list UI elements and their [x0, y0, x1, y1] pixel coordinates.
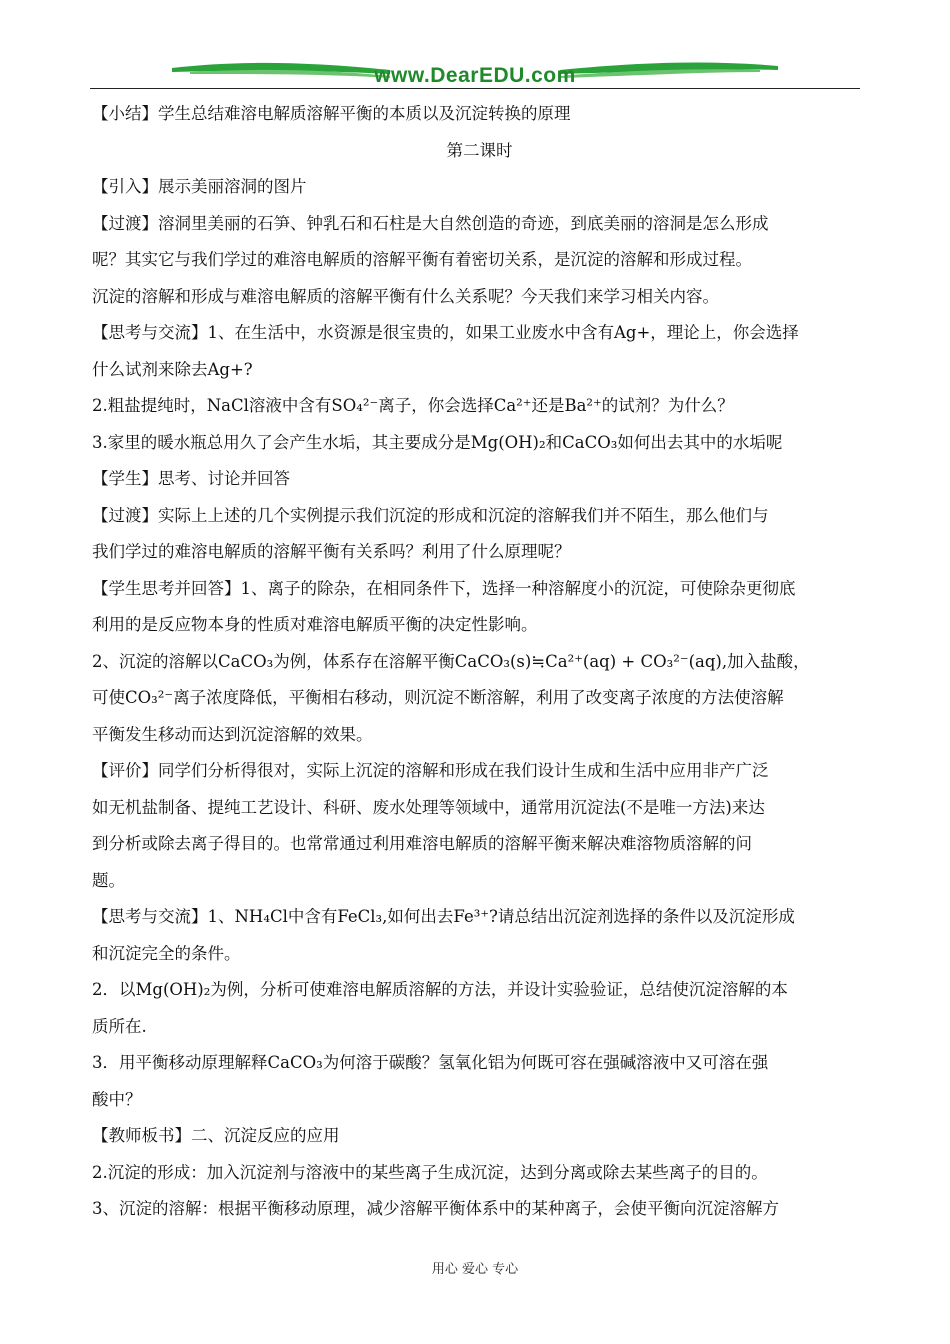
text-line: 3、沉淀的溶解：根据平衡移动原理，减少溶解平衡体系中的某种离子，会使平衡向沉淀溶解方	[92, 1199, 779, 1218]
page-footer: 用心 爱心 专心	[431, 1262, 519, 1277]
text-line: 到分析或除去离子得目的。也常常通过利用难溶电解质的溶解平衡来解决难溶物质溶解的问	[92, 834, 752, 853]
text-line: 呢？其实它与我们学过的难溶电解质的溶解平衡有着密切关系，是沉淀的溶解和形成过程。	[92, 250, 752, 269]
header-divider	[90, 88, 860, 89]
site-logo-text: www.DearEDU.com	[374, 64, 576, 87]
text-line: 【过渡】溶洞里美丽的石笋、钟乳石和石柱是大自然创造的奇迹，到底美丽的溶洞是怎么形成	[92, 213, 769, 233]
text-line: 2.沉淀的形成：加入沉淀剂与溶液中的某些离子生成沉淀，达到分离或除去某些离子的目的。	[92, 1162, 768, 1182]
text-line: 2.粗盐提纯时，NaCl溶液中含有SO₄²⁻离子，你会选择Ca²⁺还是Ba²⁺的试剂？为什么？	[92, 396, 734, 415]
text-line: 【思考与交流】1、NH₄Cl中含有FeCl₃,如何出去Fe³⁺?请总结出沉淀剂选择的条件以及沉淀形成	[92, 907, 795, 926]
text-line: 利用的是反应物本身的性质对难溶电解质平衡的决定性影响。	[92, 615, 538, 634]
text-line: 3．用平衡移动原理解释CaCO₃为何溶于碳酸？氢氧化铝为何既可容在强碱溶液中又可溶在强	[92, 1053, 769, 1072]
text-line: 2．以Mg(OH)₂为例，分析可使难溶电解质溶解的方法，并设计实验验证，总结使沉淀溶解的本	[92, 980, 788, 999]
text-line: 【学生】思考、讨论并回答	[92, 469, 290, 488]
text-line: 和沉淀完全的条件。	[92, 943, 241, 963]
text-line: 我们学过的难溶电解质的溶解平衡有关系吗？利用了什么原理呢？	[92, 542, 571, 561]
text-line: 可使CO₃²⁻离子浓度降低，平衡相右移动，则沉淀不断溶解，利用了改变离子浓度的方法使溶解	[92, 688, 784, 707]
site-header-banner	[90, 58, 860, 90]
text-line: 酸中？	[92, 1089, 142, 1109]
text-line: 沉淀的溶解和形成与难溶电解质的溶解平衡有什么关系呢？今天我们来学习相关内容。	[92, 286, 719, 306]
text-line: 【引入】展示美丽溶洞的图片	[92, 177, 307, 196]
text-line: 【过渡】实际上上述的几个实例提示我们沉淀的形成和沉淀的溶解我们并不陌生，那么他们与	[92, 505, 769, 525]
text-line: 3.家里的暖水瓶总用久了会产生水垢，其主要成分是Mg(OH)₂和CaCO₃如何出去其中的水垢呢	[92, 432, 783, 452]
document-body	[92, 96, 867, 1228]
text-line: 【学生思考并回答】1、离子的除杂，在相同条件下，选择一种溶解度小的沉淀，可使除杂更彻底	[92, 578, 796, 598]
text-line: 【教师板书】二、沉淀反应的应用	[92, 1126, 340, 1145]
text-line: 什么试剂来除去Ag+?	[92, 359, 253, 379]
text-line: 平衡发生移动而达到沉淀溶解的效果。	[92, 724, 373, 744]
text-line: 质所在.	[92, 1016, 147, 1036]
text-line: 第二课时	[446, 140, 513, 160]
text-line: 题。	[92, 870, 125, 890]
text-line: 如无机盐制备、提纯工艺设计、科研、废水处理等领域中，通常用沉淀法(不是唯一方法)来达	[92, 797, 765, 817]
text-line: 【评价】同学们分析得很对，实际上沉淀的溶解和形成在我们设计生成和生活中应用非产广泛	[92, 761, 769, 780]
text-line: 【思考与交流】1、在生活中，水资源是很宝贵的，如果工业废水中含有Ag+，理论上，你会选择	[92, 323, 799, 342]
text-line: 2、沉淀的溶解以CaCO₃为例，体系存在溶解平衡CaCO₃(s)≒Ca²⁺(aq) + CO₃²⁻(aq),加入盐酸，	[92, 651, 810, 671]
text-line: 【小结】学生总结难溶电解质溶解平衡的本质以及沉淀转换的原理	[92, 104, 571, 123]
